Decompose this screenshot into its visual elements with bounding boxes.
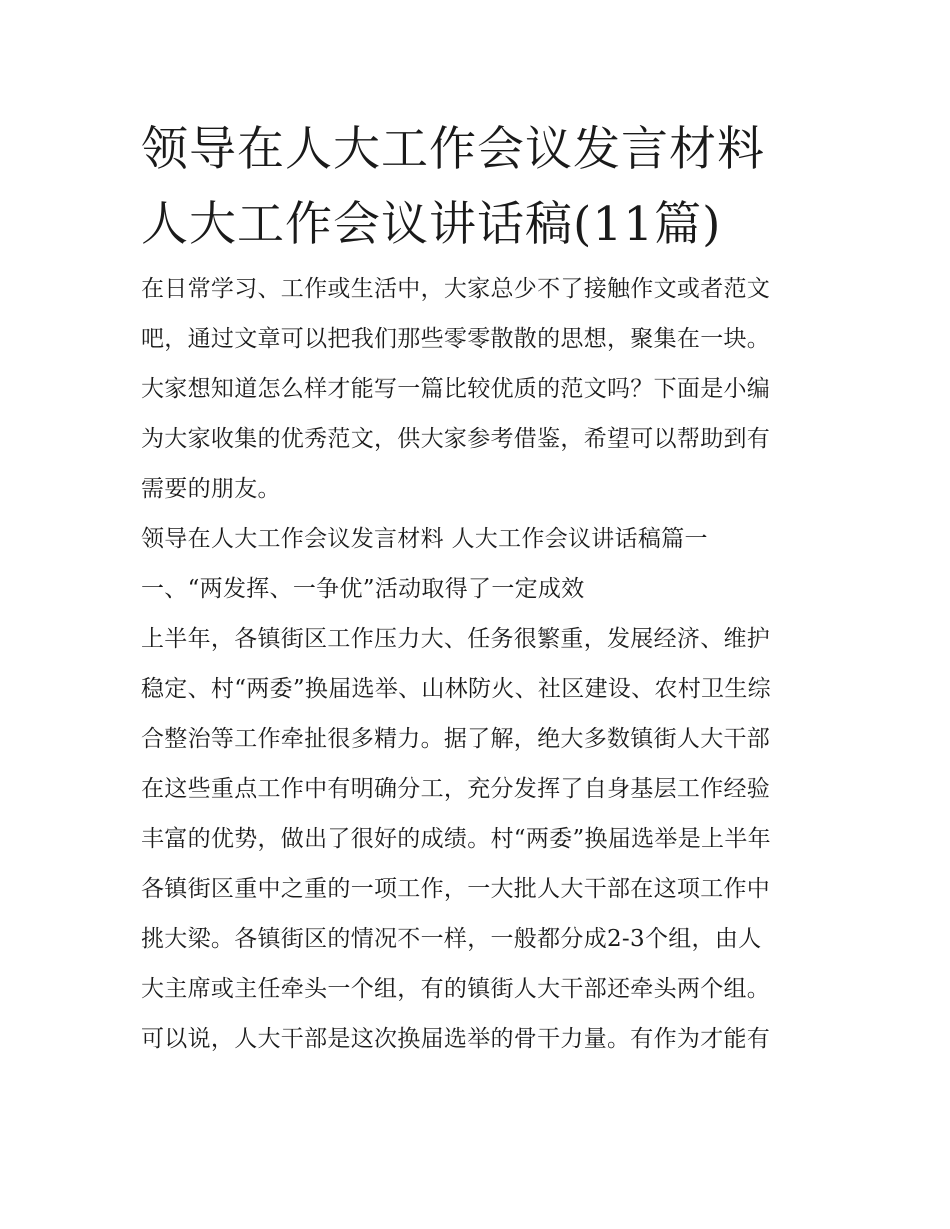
text-line: 合整治等工作牵扯很多精力。据了解，绝大多数镇街人大干部	[141, 726, 771, 752]
text-line: 为大家收集的优秀范文，供大家参考借鉴，希望可以帮助到有	[141, 426, 771, 452]
document-page	[141, 112, 821, 1064]
body-paragraph	[141, 614, 821, 1064]
document-title	[141, 112, 821, 262]
text-line: 大主席或主任牵头一个组，有的镇街人大干部还牵头两个组。	[141, 976, 771, 1002]
intro-paragraph	[141, 264, 821, 514]
section-heading-text: 领导在人大工作会议发言材料 人大工作会议讲话稿篇一	[141, 526, 708, 552]
subheading	[141, 564, 821, 614]
text-line: 需要的朋友。	[141, 476, 281, 502]
text-line: 在日常学习、工作或生活中，大家总少不了接触作文或者范文	[141, 276, 771, 302]
text-line: 吧，通过文章可以把我们那些零零散散的思想，聚集在一块。	[141, 326, 771, 352]
text-line: 挑大梁。各镇街区的情况不一样，一般都分成2-3个组，由人	[141, 926, 762, 952]
text-line: 稳定、村“两委”换届选举、山林防火、社区建设、农村卫生综	[141, 676, 771, 702]
text-line: 在这些重点工作中有明确分工，充分发挥了自身基层工作经验	[141, 776, 771, 802]
section-heading	[141, 514, 821, 564]
text-line: 各镇街区重中之重的一项工作，一大批人大干部在这项工作中	[141, 876, 771, 902]
title-line: 领导在人大工作会议发言材料	[141, 122, 765, 177]
text-line: 大家想知道怎么样才能写一篇比较优质的范文吗？下面是小编	[141, 376, 771, 402]
text-line: 丰富的优势，做出了很好的成绩。村“两委”换届选举是上半年	[141, 826, 771, 852]
text-line: 可以说，人大干部是这次换届选举的骨干力量。有作为才能有	[141, 1026, 771, 1052]
subheading-text: 一、“两发挥、一争优”活动取得了一定成效	[141, 576, 585, 602]
title-line: 人大工作会议讲话稿(11篇)	[141, 197, 722, 252]
text-line: 上半年，各镇街区工作压力大、任务很繁重，发展经济、维护	[141, 626, 771, 652]
